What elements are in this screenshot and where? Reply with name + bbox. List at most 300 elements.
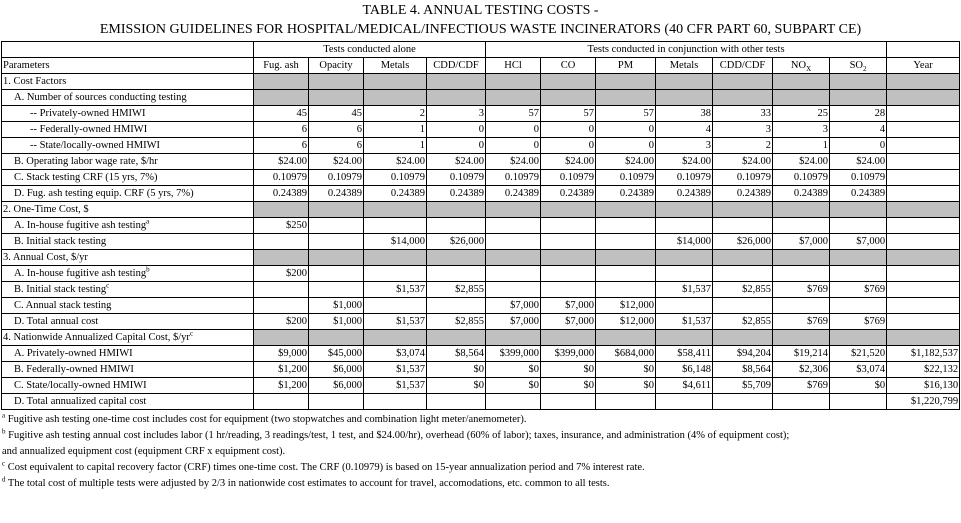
row-label-text: A. Privately-owned HMIWI xyxy=(14,347,133,359)
row-label-text: B. Federally-owned HMIWI xyxy=(14,363,134,375)
shaded-cell xyxy=(596,202,656,218)
row-label xyxy=(2,122,254,138)
footnote-mark: a xyxy=(2,411,6,420)
table-row xyxy=(2,378,960,394)
footnote-text: and annualized equipment cost (equipment CRF x equipment cost). xyxy=(2,446,286,457)
table-row xyxy=(2,282,960,298)
table-row xyxy=(2,314,960,330)
table-row xyxy=(2,218,960,234)
row-label xyxy=(2,154,254,170)
row-label-text: B. Initial stack testing xyxy=(14,235,107,247)
table-cell: $1,537 xyxy=(364,314,427,330)
table-cell: 0.24389 xyxy=(486,186,541,202)
table-cell xyxy=(596,234,656,250)
row-label-text: D. Fug. ash testing equip. CRF (5 yrs, 7%) xyxy=(14,187,194,199)
row-label xyxy=(2,90,254,106)
table-cell: 0.24389 xyxy=(364,186,427,202)
table-cell: 2 xyxy=(713,138,773,154)
table-cell: $769 xyxy=(773,282,830,298)
shaded-cell xyxy=(541,90,596,106)
table-cell xyxy=(486,394,541,410)
table-cell: 6 xyxy=(254,138,309,154)
table-cell xyxy=(773,298,830,314)
table-cell: $24.00 xyxy=(364,154,427,170)
table-cell: 0.10979 xyxy=(830,170,887,186)
shaded-cell xyxy=(364,90,427,106)
table-cell: $3,074 xyxy=(830,362,887,378)
table-cell xyxy=(887,154,960,170)
shaded-cell xyxy=(254,250,309,266)
shaded-cell xyxy=(309,250,364,266)
table-cell: $769 xyxy=(830,314,887,330)
table-cell: $3,074 xyxy=(364,346,427,362)
footnotes xyxy=(2,412,961,492)
header-col-so2 xyxy=(830,58,887,74)
row-label-text: A. In-house fugitive ash testing xyxy=(14,219,147,231)
table-row xyxy=(2,154,960,170)
table-cell xyxy=(887,234,960,250)
table-cell: $769 xyxy=(773,314,830,330)
row-label-text: 2. One-Time Cost, $ xyxy=(3,203,89,215)
table-cell xyxy=(773,218,830,234)
header-columns-row xyxy=(2,58,960,74)
row-label-text: B. Initial stack testing xyxy=(14,283,107,295)
shaded-cell xyxy=(364,250,427,266)
table-row xyxy=(2,170,960,186)
shaded-cell xyxy=(364,74,427,90)
table-cell: 6 xyxy=(309,138,364,154)
table-cell: 0.24389 xyxy=(656,186,713,202)
table-cell xyxy=(364,218,427,234)
table-cell: 0.10979 xyxy=(309,170,364,186)
shaded-cell xyxy=(887,330,960,346)
header-col-co: CO xyxy=(541,58,596,74)
shaded-cell xyxy=(656,74,713,90)
shaded-cell xyxy=(254,74,309,90)
shaded-cell xyxy=(309,330,364,346)
table-cell xyxy=(596,266,656,282)
shaded-cell xyxy=(254,330,309,346)
shaded-cell xyxy=(596,90,656,106)
row-label-text: B. Operating labor wage rate, $/hr xyxy=(14,155,158,167)
shaded-cell xyxy=(309,74,364,90)
table-cell: 6 xyxy=(309,122,364,138)
table-cell: $94,204 xyxy=(713,346,773,362)
table-cell: $24.00 xyxy=(656,154,713,170)
table-cell xyxy=(887,170,960,186)
table-cell: $21,520 xyxy=(830,346,887,362)
table-cell: 0.24389 xyxy=(541,186,596,202)
table-cell xyxy=(364,298,427,314)
table-cell: $1,537 xyxy=(364,378,427,394)
row-label xyxy=(2,186,254,202)
row-label xyxy=(2,314,254,330)
nox-subscript: X xyxy=(806,64,812,73)
shaded-cell xyxy=(541,330,596,346)
table-cell xyxy=(656,298,713,314)
table-cell: 0.10979 xyxy=(254,170,309,186)
table-cell: $58,411 xyxy=(656,346,713,362)
table-cell: $24.00 xyxy=(596,154,656,170)
shaded-cell xyxy=(830,90,887,106)
table-cell: $24.00 xyxy=(773,154,830,170)
table-cell xyxy=(541,234,596,250)
table-cell: 57 xyxy=(486,106,541,122)
footnote-mark: b xyxy=(2,427,6,436)
table-cell: $4,611 xyxy=(656,378,713,394)
table-cell: $1,537 xyxy=(364,362,427,378)
table-cell: $1,000 xyxy=(309,314,364,330)
table-cell xyxy=(364,266,427,282)
table-cell: $1,220,799 xyxy=(887,394,960,410)
header-group-conjunction: Tests conducted in conjunction with other tests xyxy=(486,42,887,58)
table-cell xyxy=(427,298,486,314)
shaded-cell xyxy=(713,250,773,266)
table-cell: $399,000 xyxy=(486,346,541,362)
table-cell xyxy=(364,394,427,410)
table-cell: 0 xyxy=(541,122,596,138)
table-body xyxy=(2,74,960,410)
header-col-hcl: HCl xyxy=(486,58,541,74)
table-cell xyxy=(713,218,773,234)
table-cell: 0.24389 xyxy=(713,186,773,202)
table-cell xyxy=(887,266,960,282)
table-cell xyxy=(596,282,656,298)
shaded-cell xyxy=(254,202,309,218)
table-cell: $19,214 xyxy=(773,346,830,362)
table-cell: 33 xyxy=(713,106,773,122)
table-cell: $26,000 xyxy=(427,234,486,250)
row-label-text: C. Annual stack testing xyxy=(14,299,112,311)
header-blank-cell xyxy=(887,42,960,58)
table-row xyxy=(2,362,960,378)
table-cell: 0.10979 xyxy=(773,170,830,186)
table-cell: $45,000 xyxy=(309,346,364,362)
table-cell: $399,000 xyxy=(541,346,596,362)
table-cell: $16,130 xyxy=(887,378,960,394)
table-cell: 0 xyxy=(486,122,541,138)
header-col-nox xyxy=(773,58,830,74)
shaded-cell xyxy=(656,250,713,266)
table-cell xyxy=(830,394,887,410)
table-cell xyxy=(656,218,713,234)
table-cell: $0 xyxy=(486,362,541,378)
table-title-block xyxy=(0,3,961,38)
shaded-cell xyxy=(486,250,541,266)
table-cell: $2,855 xyxy=(427,314,486,330)
table-cell: $24.00 xyxy=(309,154,364,170)
shaded-cell xyxy=(887,250,960,266)
footnote xyxy=(2,412,961,428)
footnote-marker: c xyxy=(189,329,194,337)
table-cell: $2,855 xyxy=(427,282,486,298)
table-section-row xyxy=(2,330,960,346)
table-row xyxy=(2,234,960,250)
footnote xyxy=(2,444,961,460)
table-subtitle: EMISSION GUIDELINES FOR HOSPITAL/MEDICAL/INFECTIOUS WASTE INCINERATORS (40 CFR PART 60, SUBPART CE) xyxy=(99,22,862,37)
row-label xyxy=(2,298,254,314)
footnote-text: Fugitive ash testing annual cost includes labor (1 hr/reading, 3 readings/test, 1 test, and $24.00/hr), overhead (60% of labor); taxes, insurance, and administration (4% of equipment cost); xyxy=(5,430,790,441)
table-cell: 0 xyxy=(596,138,656,154)
row-label xyxy=(2,138,254,154)
table-cell: $7,000 xyxy=(486,298,541,314)
table-cell: 2 xyxy=(364,106,427,122)
table-cell: $0 xyxy=(596,378,656,394)
shaded-cell xyxy=(596,74,656,90)
row-label xyxy=(2,170,254,186)
table-cell: 25 xyxy=(773,106,830,122)
shaded-cell xyxy=(830,250,887,266)
table-cell xyxy=(887,282,960,298)
shaded-cell xyxy=(656,90,713,106)
shaded-cell xyxy=(486,330,541,346)
table-cell: 0.10979 xyxy=(596,170,656,186)
table-cell: 38 xyxy=(656,106,713,122)
footnote-mark: c xyxy=(2,459,6,468)
table-cell xyxy=(254,234,309,250)
footnote-marker: a xyxy=(146,217,150,225)
table-cell xyxy=(887,122,960,138)
shaded-cell xyxy=(887,74,960,90)
table-cell: $0 xyxy=(830,378,887,394)
table-cell: 1 xyxy=(364,122,427,138)
row-label xyxy=(2,74,254,90)
table-row xyxy=(2,106,960,122)
table-cell xyxy=(254,298,309,314)
row-label xyxy=(2,394,254,410)
header-blank-cell xyxy=(2,42,254,58)
table-cell: $1,200 xyxy=(254,362,309,378)
table-cell: $8,564 xyxy=(713,362,773,378)
footnote xyxy=(2,476,961,492)
shaded-cell xyxy=(596,250,656,266)
table-cell: $1,537 xyxy=(364,282,427,298)
table-cell xyxy=(427,218,486,234)
shaded-cell xyxy=(427,74,486,90)
table-cell: $9,000 xyxy=(254,346,309,362)
table-cell: 0 xyxy=(541,138,596,154)
table-cell: 0.10979 xyxy=(713,170,773,186)
table-cell xyxy=(309,234,364,250)
table-cell: $6,000 xyxy=(309,362,364,378)
table-cell xyxy=(830,298,887,314)
row-label-text: 1. Cost Factors xyxy=(3,75,67,87)
table-cell: 45 xyxy=(254,106,309,122)
table-cell: 1 xyxy=(364,138,427,154)
shaded-cell xyxy=(887,202,960,218)
table-cell: 57 xyxy=(596,106,656,122)
table-cell: $2,855 xyxy=(713,314,773,330)
shaded-cell xyxy=(656,330,713,346)
annual-testing-costs-table xyxy=(1,41,960,410)
shaded-cell xyxy=(713,74,773,90)
row-label xyxy=(2,362,254,378)
table-section-row xyxy=(2,250,960,266)
shaded-cell xyxy=(887,90,960,106)
table-cell: 0.10979 xyxy=(364,170,427,186)
shaded-cell xyxy=(541,202,596,218)
table-cell: 0.10979 xyxy=(656,170,713,186)
table-cell: 0.24389 xyxy=(830,186,887,202)
table-cell xyxy=(830,218,887,234)
footnote xyxy=(2,460,961,476)
row-label-text: 4. Nationwide Annualized Capital Cost, $/yr xyxy=(3,331,190,343)
table-cell xyxy=(773,394,830,410)
table-cell: $14,000 xyxy=(364,234,427,250)
table-cell: $769 xyxy=(830,282,887,298)
header-group-alone: Tests conducted alone xyxy=(254,42,486,58)
table-cell: $14,000 xyxy=(656,234,713,250)
table-section-row xyxy=(2,90,960,106)
table-cell: 3 xyxy=(656,138,713,154)
table-cell xyxy=(427,266,486,282)
table-cell: $22,132 xyxy=(887,362,960,378)
header-col-metals-alone: Metals xyxy=(364,58,427,74)
table-cell: 0 xyxy=(427,138,486,154)
shaded-cell xyxy=(773,74,830,90)
table-cell xyxy=(309,394,364,410)
table-cell: 0 xyxy=(486,138,541,154)
table-cell xyxy=(427,394,486,410)
table-cell: $24.00 xyxy=(486,154,541,170)
footnote-text: The total cost of multiple tests were adjusted by 2/3 in nationwide cost estimates to account for travel, accomodations, etc. common to all tests. xyxy=(5,478,610,489)
table-cell xyxy=(596,394,656,410)
row-label-text: A. Number of sources conducting testing xyxy=(14,91,187,103)
table-cell: $24.00 xyxy=(427,154,486,170)
shaded-cell xyxy=(541,250,596,266)
header-group-row xyxy=(2,42,960,58)
table-cell: $1,200 xyxy=(254,378,309,394)
table-cell: 0.24389 xyxy=(427,186,486,202)
table-cell xyxy=(656,394,713,410)
table-cell: $12,000 xyxy=(596,298,656,314)
table-cell xyxy=(486,282,541,298)
row-label xyxy=(2,202,254,218)
row-label-text: D. Total annual cost xyxy=(14,315,99,327)
row-label xyxy=(2,266,254,282)
header-col-fug-ash: Fug. ash xyxy=(254,58,309,74)
row-label xyxy=(2,250,254,266)
table-cell: $26,000 xyxy=(713,234,773,250)
shaded-cell xyxy=(309,90,364,106)
table-row xyxy=(2,266,960,282)
footnote-marker: b xyxy=(146,265,150,273)
table-cell: 1 xyxy=(773,138,830,154)
table-cell: 0 xyxy=(427,122,486,138)
row-label-text: C. State/locally-owned HMIWI xyxy=(14,379,147,391)
header-parameters: Parameters xyxy=(2,58,254,74)
table-cell: $24.00 xyxy=(713,154,773,170)
shaded-cell xyxy=(427,202,486,218)
table-title: TABLE 4. ANNUAL TESTING COSTS - xyxy=(362,3,599,18)
header-col-cdd-alone: CDD/CDF xyxy=(427,58,486,74)
table-cell: 28 xyxy=(830,106,887,122)
table-cell: 0.24389 xyxy=(309,186,364,202)
shaded-cell xyxy=(427,250,486,266)
footnote-mark: d xyxy=(2,475,6,484)
table-cell: $1,182,537 xyxy=(887,346,960,362)
table-cell: $8,564 xyxy=(427,346,486,362)
row-label-text: D. Total annualized capital cost xyxy=(14,395,147,407)
table-cell xyxy=(713,394,773,410)
row-label xyxy=(2,346,254,362)
table-cell: $684,000 xyxy=(596,346,656,362)
table-cell: $0 xyxy=(541,378,596,394)
table-cell: $200 xyxy=(254,314,309,330)
shaded-cell xyxy=(830,202,887,218)
table-cell: 57 xyxy=(541,106,596,122)
footnote xyxy=(2,428,961,444)
row-label-text: -- Privately-owned HMIWI xyxy=(30,107,146,119)
table-cell: 3 xyxy=(773,122,830,138)
footnote-text: Fugitive ash testing one-time cost includes cost for equipment (two stopwatches and combination light meter/anemometer). xyxy=(5,414,527,425)
table-cell: $0 xyxy=(427,378,486,394)
footnote-marker: c xyxy=(106,281,110,289)
table-cell: $769 xyxy=(773,378,830,394)
table-cell: $7,000 xyxy=(541,314,596,330)
shaded-cell xyxy=(830,74,887,90)
shaded-cell xyxy=(830,330,887,346)
table-cell xyxy=(309,218,364,234)
table-cell: $0 xyxy=(486,378,541,394)
shaded-cell xyxy=(596,330,656,346)
table-cell: $0 xyxy=(427,362,486,378)
table-row xyxy=(2,298,960,314)
table-cell: $250 xyxy=(254,218,309,234)
table-cell xyxy=(773,266,830,282)
shaded-cell xyxy=(713,330,773,346)
table-cell: 0.10979 xyxy=(427,170,486,186)
table-cell: $6,000 xyxy=(309,378,364,394)
row-label-text: -- State/locally-owned HMIWI xyxy=(30,139,161,151)
shaded-cell xyxy=(773,330,830,346)
so2-subscript: 2 xyxy=(863,64,867,73)
table-cell xyxy=(713,298,773,314)
shaded-cell xyxy=(486,74,541,90)
row-label xyxy=(2,282,254,298)
nox-label: NO xyxy=(790,59,807,71)
table-cell: $12,000 xyxy=(596,314,656,330)
table-cell xyxy=(656,266,713,282)
table-cell: $200 xyxy=(254,266,309,282)
table-cell: $24.00 xyxy=(830,154,887,170)
footnote-text: Cost equivalent to capital recovery factor (CRF) times one-time cost. The CRF (0.10979) is based on 15-year annualization period and 7% interest rate. xyxy=(5,462,645,473)
table-cell xyxy=(486,218,541,234)
table-cell: 3 xyxy=(427,106,486,122)
table-cell xyxy=(541,394,596,410)
table-row xyxy=(2,186,960,202)
table-cell: $0 xyxy=(596,362,656,378)
table-cell: 45 xyxy=(309,106,364,122)
table-row xyxy=(2,138,960,154)
table-cell: $7,000 xyxy=(830,234,887,250)
table-cell: $24.00 xyxy=(254,154,309,170)
table-cell xyxy=(254,394,309,410)
row-label xyxy=(2,106,254,122)
table-row xyxy=(2,122,960,138)
table-row xyxy=(2,394,960,410)
shaded-cell xyxy=(773,90,830,106)
row-label xyxy=(2,234,254,250)
shaded-cell xyxy=(364,202,427,218)
shaded-cell xyxy=(254,90,309,106)
table-cell xyxy=(541,266,596,282)
table-cell xyxy=(887,186,960,202)
table-cell xyxy=(830,266,887,282)
table-cell xyxy=(887,138,960,154)
table-cell xyxy=(541,282,596,298)
shaded-cell xyxy=(773,202,830,218)
